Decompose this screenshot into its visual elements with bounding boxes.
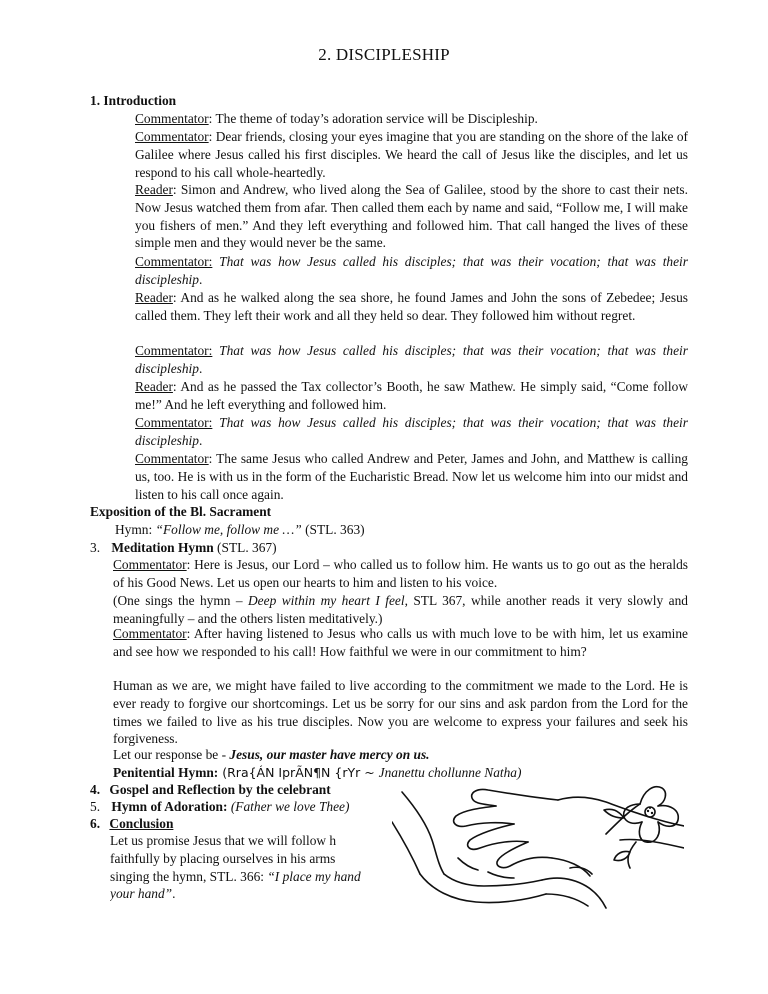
conclusion-line: Let us promise Jesus that we will follow h — [110, 833, 337, 848]
conclusion-paragraph — [110, 832, 392, 903]
intro-paragraph-5: Reader: And as he walked along the sea shore, he found James and John the sons of Zebedee; Jesus called them. They left their work and all they held so dear. They followed him without regret. — [135, 290, 688, 323]
meditation-paragraph-1: Commentator: Here is Jesus, our Lord – who called us to follow him. He wants us to go out as the heralds of his Good News. Let us open our hearts to him and listen to his voice. — [113, 557, 688, 590]
section-title: Introduction — [103, 93, 177, 108]
exposition-heading: Exposition of the Bl. Sacrament — [90, 504, 272, 519]
page-title: 2. DISCIPLESHIP — [318, 45, 450, 64]
exposition-hymn: Hymn: “Follow me, follow me …” (STL. 363) — [115, 522, 365, 537]
meditation-paragraph-4: Human as we are, we might have failed to live according to the commitment we made to the Lord. He is ever ready to forgive our shortcomings. Let us be sorry for our sins and ask pardon from the Lord for the times we failed to live as his true disciples. Now you are welcome to express your failures and seek his forgiveness. — [113, 678, 688, 747]
section-title: Hymn of Adoration: — [111, 799, 228, 814]
section-heading-hymn-of-adoration — [90, 798, 349, 816]
penitential-hymn-line: Penitential Hymn: (Rra{ÁN IprÃN¶N {rYr ~ Jnanettu chollunne Natha) — [113, 765, 522, 780]
intro-paragraph-9: Commentator: The same Jesus who called Andrew and Peter, James and John, and Matthew is calling us, too. He is with us in the form of the Eucharistic Bread. Now let us welcome him into our midst and listen to his call once again. — [135, 451, 689, 502]
response-line: Let our response be - Jesus, our master have mercy on us. — [113, 747, 430, 762]
intro-paragraph-7: Reader: And as he passed the Tax collector’s Booth, he saw Mathew. He simply said, “Come follow me!” And he left everything and followed him. — [135, 379, 688, 412]
intro-paragraph-6: Commentator: That was how Jesus called his disciples; that was their vocation; that was their discipleship. — [135, 343, 688, 376]
hymn-title: (Father we love Thee) — [227, 799, 350, 814]
intro-paragraph-2: Commentator: Dear friends, closing your eyes imagine that you are standing on the shore of the lake of Galilee where Jesus called his first disciples. We heard the call of Jesus like the disciples, and let us respond to his call whole-heartedly. — [135, 129, 688, 180]
section-reference: (STL. 367) — [213, 540, 277, 555]
section-number: 1. — [90, 93, 101, 108]
section-heading-gospel — [90, 781, 331, 799]
clasped-hands-illustration — [392, 782, 684, 910]
meditation-paragraph-3: Commentator: After having listened to Jesus who calls us with much love to be with him, let us examine and see how we responded to his call! How faithful we were in our commitment to him? — [113, 626, 688, 659]
section-number: 5. — [90, 799, 101, 814]
section-number: 4. — [90, 782, 101, 797]
intro-paragraph-3: Reader: Simon and Andrew, who lived along the Sea of Galilee, stood by the shore to cast their nets. Now Jesus watched them from afar. Then called them each by name and said, “Follow me, I will make you fishers of men.” And they left everything and followed him. That call hanged the lives of these simple men and they would never be the same. — [135, 182, 688, 251]
section-title: Meditation Hymn — [111, 540, 214, 555]
section-heading-conclusion — [90, 815, 173, 833]
intro-paragraph-1: Commentator: The theme of today’s adoration service will be Discipleship. — [135, 111, 538, 126]
meditation-paragraph-2: (One sings the hymn – Deep within my heart I feel, STL 367, while another reads it very slowly and meaningfully – and the others listen meditatively.) — [113, 593, 688, 626]
conclusion-line: your hand”. — [110, 886, 176, 902]
intro-paragraph-8: Commentator: That was how Jesus called his disciples; that was their vocation; that was their discipleship. — [135, 415, 688, 448]
conclusion-line: singing the hymn, STL. 366: “I place my hand — [110, 868, 361, 884]
conclusion-line: faithfully by placing ourselves in his arms — [110, 850, 336, 866]
section-title: Conclusion — [109, 816, 174, 831]
section-heading-introduction — [90, 92, 176, 110]
section-title: Gospel and Reflection by the celebrant — [109, 782, 331, 797]
section-heading-meditation-hymn — [90, 539, 277, 557]
intro-paragraph-4: Commentator: That was how Jesus called his disciples; that was their vocation; that was their discipleship. — [135, 254, 688, 287]
section-number: 6. — [90, 816, 101, 831]
section-number: 3. — [90, 540, 101, 555]
